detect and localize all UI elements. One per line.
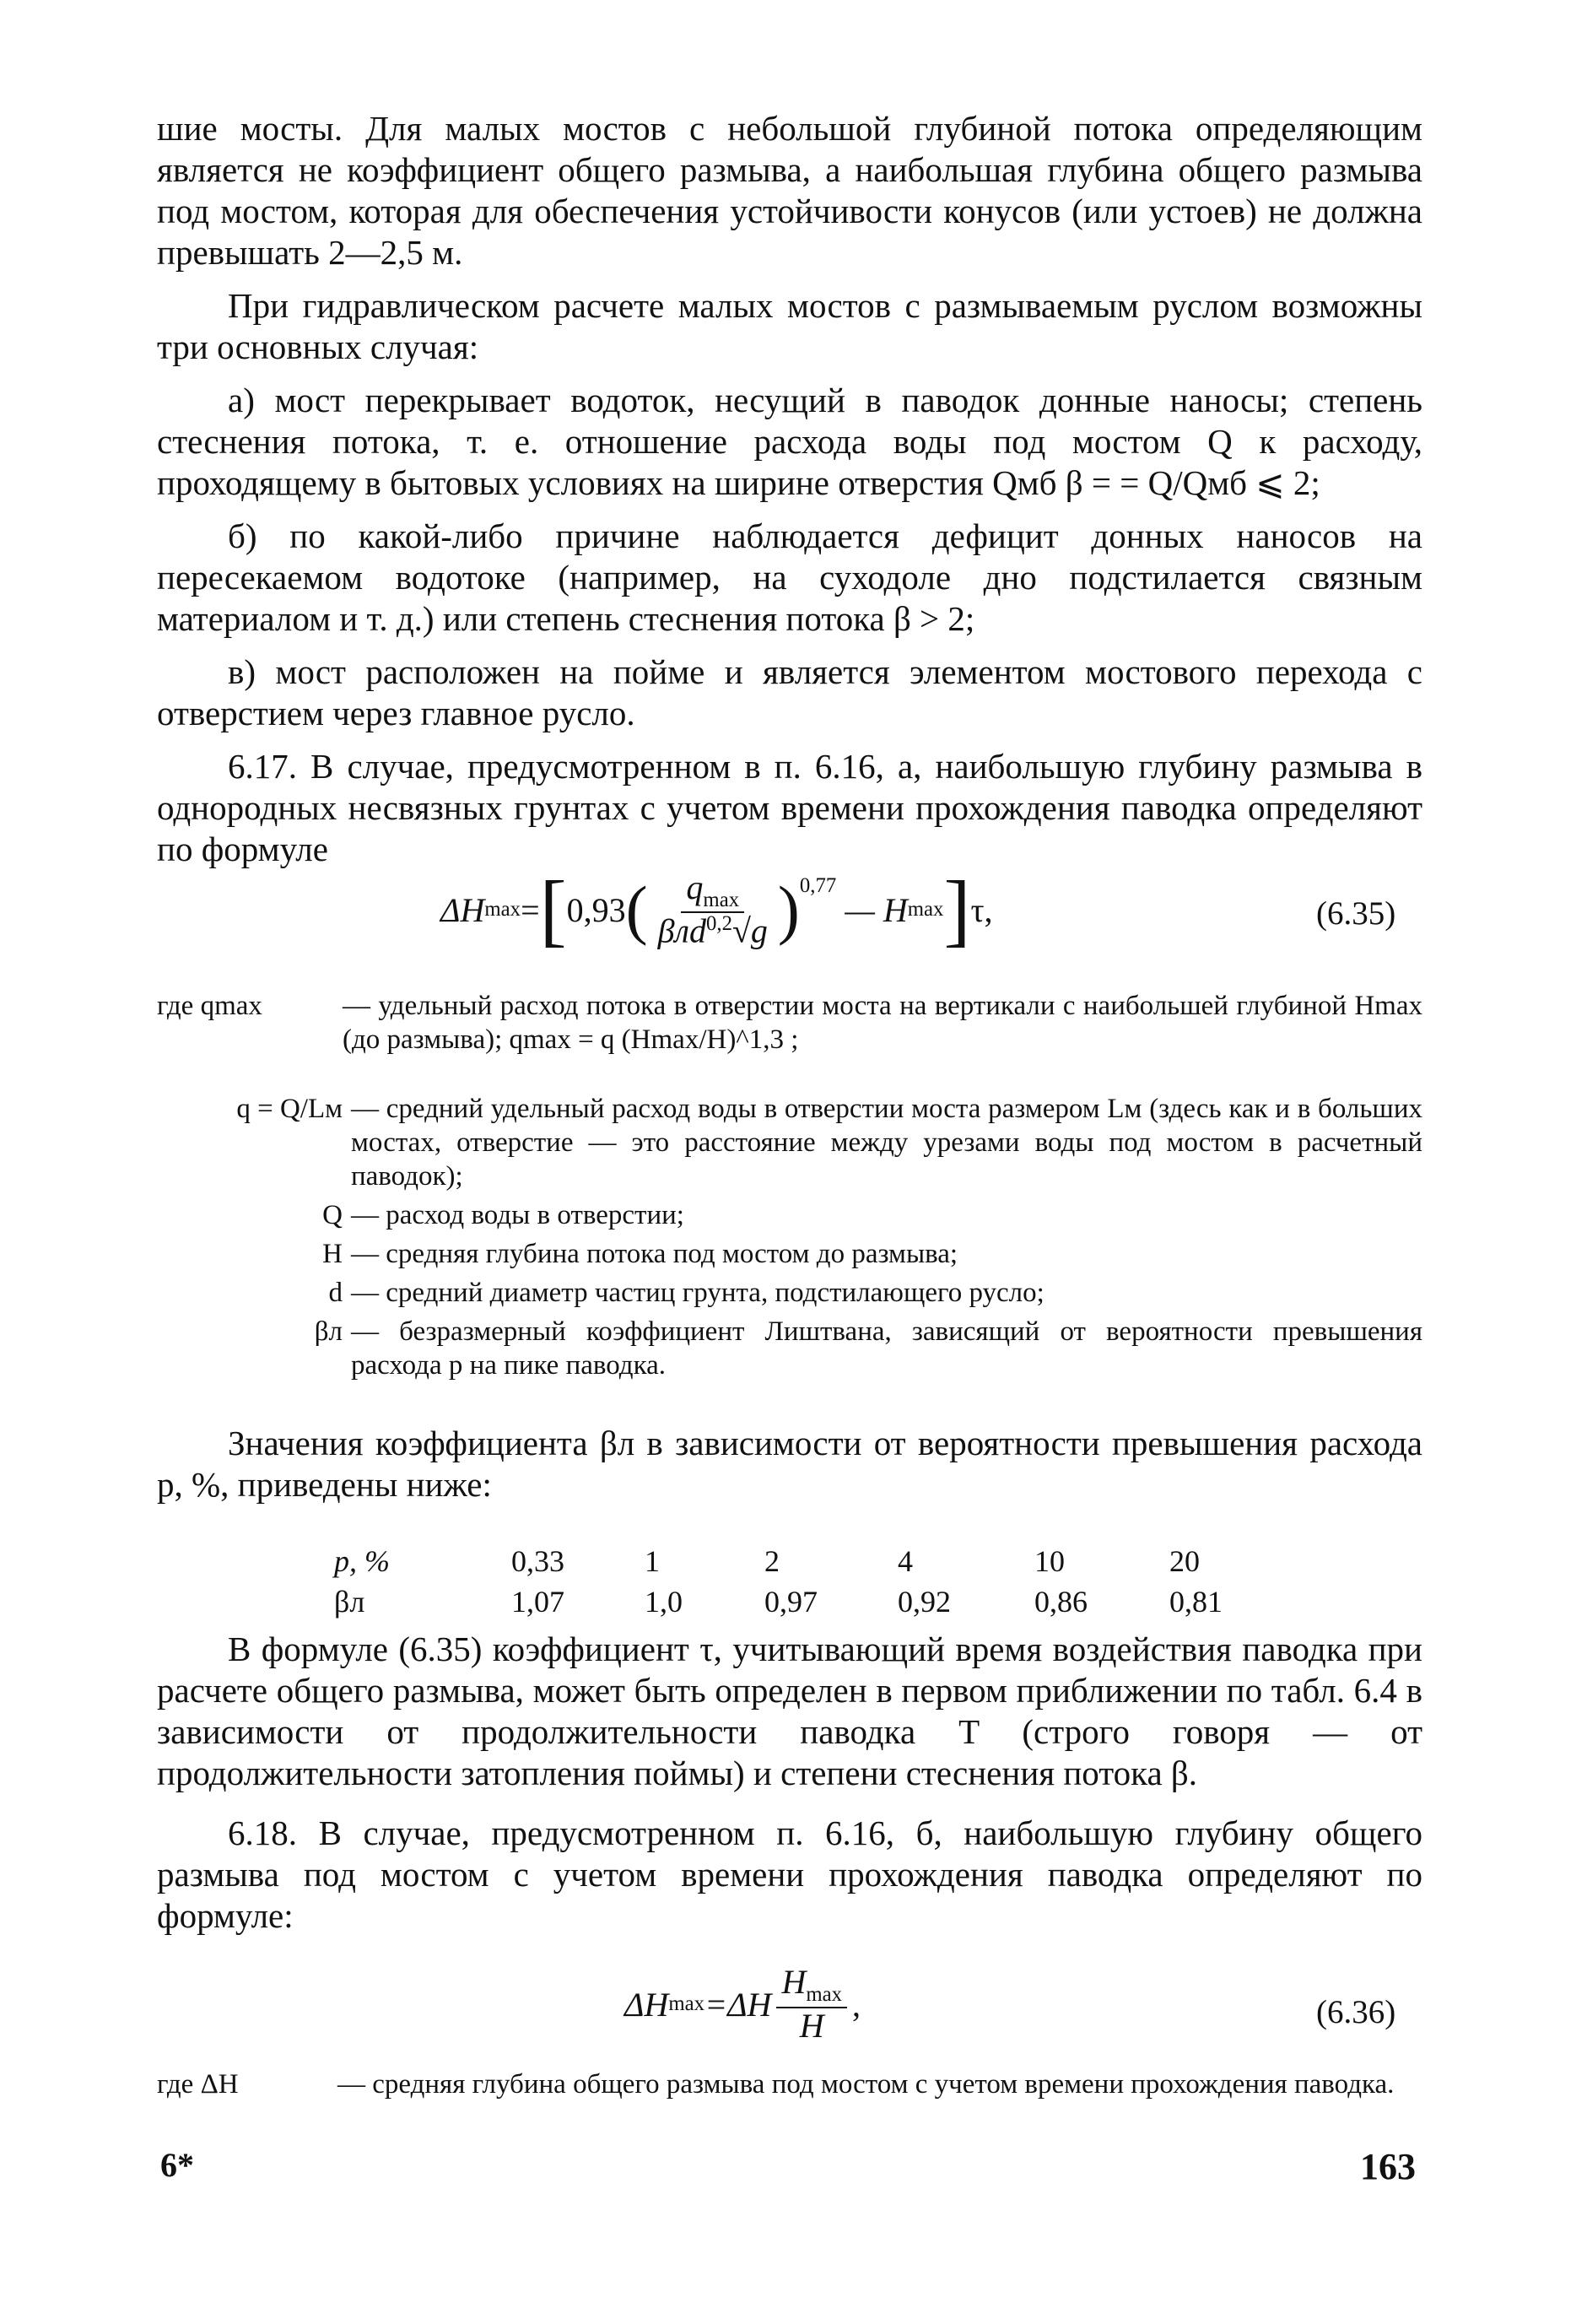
formula-minus-term: — H (845, 890, 908, 929)
def-d: — средний диаметр частиц грунта, подстилающего русло; (351, 1278, 1045, 1308)
table-cell: 0,97 (764, 1585, 818, 1619)
paragraph-tau: В формуле (6.35) коэффициент τ, учитывающий время воздействия паводка при расчете общего размыва, может быть определен в первом приближении по табл. 6.4 в зависимости от продолжительности паводка T (строго говоря — от продолжительности затопления поймы) и степени стеснения потока β. (157, 1630, 1422, 1792)
fraction2-den: H (799, 2006, 824, 2045)
def-beta: — безразмерный коэффициент Лиштвана, зависящий от вероятности превышения расхода p на пике паводка. (351, 1316, 1422, 1381)
def2-desc: — средняя глубина общего размыва под мостом с учетом времени прохождения паводка. (337, 2069, 1395, 2100)
formula-fraction (653, 870, 773, 949)
fraction-den-root: √g (731, 911, 768, 950)
paragraph-values-intro: Значения коэффициента βл в зависимости от вероятности превышения расхода p, %, приведены ниже: (157, 1424, 1422, 1504)
paragraph-6-17: 6.17. В случае, предусмотренном в п. 6.16, а, наибольшую глубину размыва в однородных несвязных грунтах с учетом времени прохождения паводка определяют по формуле (157, 747, 1422, 868)
paragraph-case-c: в) мост расположен на пойме и является элементом мостового перехода с отверстием через главное русло. (157, 652, 1422, 732)
fraction2-num-sub: max (806, 1983, 843, 2007)
formula2-eq: =ΔH (704, 1985, 772, 2024)
formula2-fraction (776, 1965, 847, 2043)
text-block-values-intro (157, 1423, 1422, 1505)
fraction2-num: H (781, 1963, 807, 2002)
def-key-qmax: где qmax (157, 991, 262, 1021)
text-block-bottom (157, 1629, 1422, 1937)
formula-tau: τ, (970, 890, 993, 929)
table-row (334, 1543, 1223, 1583)
fraction-num: q (686, 868, 704, 907)
equation-number-6-35: (6.35) (1316, 895, 1396, 932)
table-cell: 4 (898, 1544, 913, 1578)
formula-6-35: ΔH max = [ 0,93 ( $\frac{q_{max}}{\beta лd^{0,2}√g}$ ) $^{0,77}$ — H max ] τ, (440, 864, 993, 954)
def-key-d: d (328, 1278, 343, 1308)
formula-exponent: 0,77 (799, 874, 837, 897)
table-row (334, 1583, 1223, 1624)
def-H: — средняя глубина потока под мостом до размыва; (351, 1239, 958, 1269)
text-block-top (157, 108, 1422, 870)
table-cell: 20 (1169, 1544, 1200, 1578)
paragraph-case-b: б) по какой-либо причине наблюдается дефицит донных наносов на пересекаемом водотоке (например, на суходоле дно подстилается связным материалом и т. д.) или степень стеснения потока β > 2; (157, 516, 1422, 638)
table-cell: 0,92 (898, 1585, 951, 1619)
formula-6-36 (624, 1958, 861, 2051)
table-cell: 0,81 (1169, 1585, 1223, 1619)
def2-key: где ΔH (157, 2069, 239, 2100)
page-number: 163 (1360, 2146, 1416, 2187)
formula-lhs: ΔH (440, 890, 485, 929)
table-cell: 10 (1034, 1544, 1065, 1578)
definitions-6-35 (157, 989, 1422, 1382)
paragraph-2: При гидравлическом расчете малых мостов с размываемым руслом возможны три основных случая: (157, 286, 1422, 366)
formula2-comma: , (852, 1985, 861, 2024)
def-key-beta: βл (314, 1316, 343, 1347)
def-key-q: q = Q/Lм (236, 1094, 343, 1124)
table-cell: 0,86 (1034, 1585, 1088, 1619)
paragraph-6-18: 6.18. В случае, предусмотренном п. 6.16, б, наибольшую глубину общего размыва под мостом с учетом времени прохождения паводка определяют по формуле: (157, 1813, 1422, 1935)
def-key-Q: Q (322, 1200, 343, 1230)
paragraph-case-a: а) мост перекрывает водоток, несущий в паводок донные наносы; степень стеснения потока, т. е. отношение расхода воды под мостом Q к расходу, проходящему в бытовых условиях на ширине отверстия Qмб β = = Q/Qмб ⩽ 2; (157, 381, 1422, 502)
definitions-6-36 (157, 2067, 1422, 2101)
formula-lhs-sub: max (484, 898, 521, 921)
table-cell: 1,07 (511, 1585, 564, 1619)
def-Q: — расход воды в отверстии; (351, 1200, 684, 1230)
formula2-lhs-sub: max (668, 1992, 705, 2015)
table-cell: 0,33 (511, 1544, 564, 1578)
def-qmax: — удельный расход потока в отверстии моста на вертикали с наибольшей глубиной Hmax (до размыва); qmax = q (Hmax/H)^1,3 ; (343, 991, 1422, 1055)
table-row-label: p, % (334, 1544, 390, 1578)
paragraph-1: шие мосты. Для малых мостов с небольшой глубиной потока определяющим является не коэффициент общего размыва, а наибольшая глубина общего размыва под мостом, которая для обеспечения устойчивости конусов (или устоев) не должна превышать 2—2,5 м. (157, 109, 1422, 272)
fraction-num-sub: max (703, 889, 740, 912)
formula-coef: 0,93 (566, 890, 626, 929)
def-q: — средний удельный расход воды в отверстии моста размером Lм (здесь как и в больших мостах, отверстие — это расстояние между урезами воды под мостом в расчетный паводок); (351, 1094, 1422, 1192)
fraction-den-sup: 0,2 (705, 912, 732, 936)
equation-number-6-36: (6.36) (1316, 1994, 1396, 2030)
fraction-den: βлd (657, 911, 706, 950)
formula-minus-sub: max (907, 898, 944, 921)
table-row-label: βл (334, 1585, 365, 1619)
table-cell: 1 (645, 1544, 660, 1578)
footer-signature: 6* (160, 2146, 194, 2184)
table-cell: 1,0 (645, 1585, 683, 1619)
beta-values-table (334, 1543, 1223, 1624)
def-key-H: H (322, 1239, 343, 1269)
table-cell: 2 (764, 1544, 780, 1578)
formula2-lhs: ΔH (624, 1985, 669, 2024)
